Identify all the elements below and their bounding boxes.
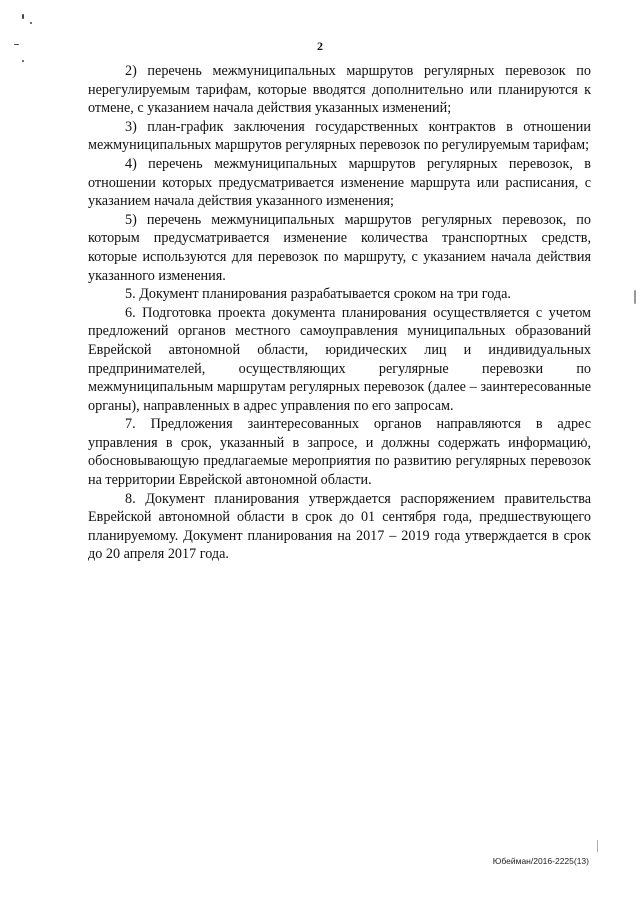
paragraph-clause-5: 5. Документ планирования разрабатывается сроком на три года.	[125, 286, 511, 303]
paragraph-item-3: 3) план-график заключения государственных контрактов в отношении межмуниципальных маршрутов регулярных перевозок по регулируемым тарифам;	[88, 118, 591, 154]
page-number: 2	[317, 39, 323, 53]
paragraph-item-2: 2) перечень межмуниципальных маршрутов регулярных перевозок по нерегулируемым тарифам, которые вводятся дополнительно или планируются к отмене, с указанием начала действия указанных изменений;	[88, 63, 591, 117]
paragraph-clause-6: 6. Подготовка проекта документа планирования осуществляется с учетом предложений органов местного самоуправления муниципальных образований Еврейской автономной области, юридических лиц и индивидуальных предпринимателей, осуществляющих регулярные перевозки по межмуниципальным маршрутам регулярных перевозок (далее – заинтересованные органы), направленных в адрес управления по его запросам.	[88, 304, 591, 414]
paragraph-clause-7: 7. Предложения заинтересованных органов направляются в адрес управления в срок, указанный в запросе, и должны содержать информацию, обосновывающую предлагаемые мероприятия по развитию регулярных перевозок на территории Еврейской автономной области.	[88, 416, 591, 489]
scan-speck	[634, 290, 636, 304]
scan-speck	[30, 22, 32, 24]
document-footer-code: Юбейман/2016-2225(13)	[492, 856, 589, 866]
scan-speck	[22, 14, 24, 19]
paragraph-item-4: 4) перечень межмуниципальных маршрутов регулярных перевозок, в отношении которых предусматривается изменение маршрута или расписания, с указанием начала действия указанного изменения;	[88, 155, 591, 210]
document-body	[88, 62, 591, 564]
scan-speck	[22, 60, 24, 62]
paragraph-item-5: 5) перечень межмуниципальных маршрутов регулярных перевозок, по которым предусматривается изменение количества транспортных средств, которые используются для перевозок по маршруту, с указанием начала действия указанного изменения.	[88, 211, 591, 284]
scan-speck	[597, 840, 598, 852]
paragraph-clause-8: 8. Документ планирования утверждается распоряжением правительства Еврейской автономной области в срок до 01 сентября года, предшествующего планируемому. Документ планирования на 2017 – 2019 года утверждается в срок до 20 апреля 2017 года.	[88, 490, 591, 563]
